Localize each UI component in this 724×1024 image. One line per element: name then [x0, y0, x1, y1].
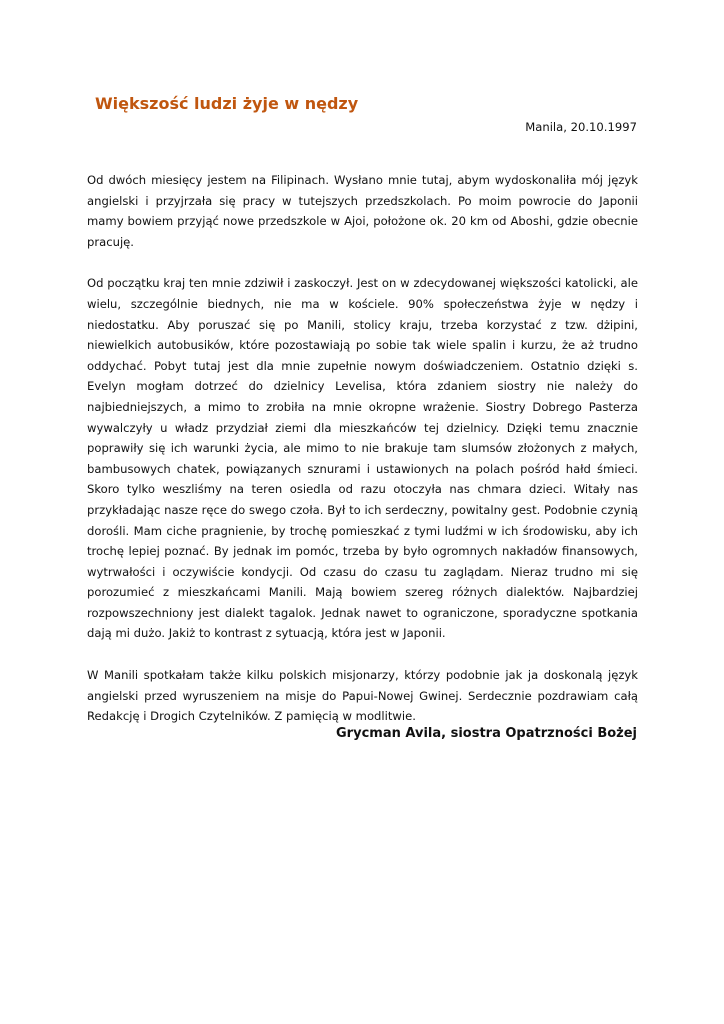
- paragraph-main: Od początku kraj ten mnie zdziwił i zaskoczył. Jest on w zdecydowanej większości katolicki, ale wielu, szczególnie biednych, nie ma w kościele. 90% społeczeństwa żyje w nędzy i niedostatku. Aby poruszać się po Manili, stolicy kraju, trzeba korzystać z tzw. dżipini, niewielkich autobusików, które pozostawiają po sobie tak wiele spalin i kurzu, że aż trudno oddychać. Pobyt tutaj jest dla mnie zupełnie nowym doświadczeniem. Ostatnio dzięki s. Evelyn mogłam dotrzeć do dzielnicy Levelisa, która zdaniem siostry nie należy do najbiedniejszych, a mimo to zrobiła na mnie okropne wrażenie. Siostry Dobrego Pasterza wywalczyły u władz przydział ziemi dla mieszkańców tej dzielnicy. Dzięki temu znacznie poprawiły się ich warunki życia, ale mimo to nie brakuje tam slumsów złożonych z małych, bambusowych chatek, powiązanych sznurami i ustawionych na polach pośród hałd śmieci. Skoro tylko weszliśmy na teren osiedla od razu otoczyła nas chmara dzieci. Witały nas przykładając nasze ręce do swego czoła. Był to ich serdeczny, powitalny gest. Podobnie czynią dorośli. Mam ciche pragnienie, by trochę pomieszkać z tymi ludźmi w ich środowisku, aby ich trochę lepiej poznać. By jednak im pomóc, trzeba by było ogromnych nakładów finansowych, wytrwałości i oczywiście kondycji. Od czasu do czasu tu zaglądam. Nieraz trudno mi się porozumieć z mieszkańcami Manili. Mają bowiem szereg różnych dialektów. Najbardziej rozpowszechniony jest dialekt tagalok. Jednak nawet to ograniczone, sporadyczne spotkania dają mi dużo. Jakiż to kontrast z sytuacją, która jest w Japonii.: [87, 276, 638, 641]
- dateline: Manila, 20.10.1997: [525, 120, 637, 134]
- page-title: Większość ludzi żyje w nędzy: [95, 94, 359, 113]
- paragraph-closing: W Manili spotkałam także kilku polskich misjonarzy, którzy podobnie jak ja doskonalą język angielski przed wyruszeniem na misje do Papui-Nowej Gwinej. Serdecznie pozdrawiam całą Redakcję i Drogich Czytelników. Z pamięcią w modlitwie.: [87, 668, 638, 724]
- signature: Grycman Avila, siostra Opatrzności Bożej: [336, 726, 637, 741]
- letter-body: [87, 170, 638, 747]
- paragraph-intro: Od dwóch miesięcy jestem na Filipinach. Wysłano mnie tutaj, abym wydoskonaliła mój język angielski i przyjrzała się pracy w tutejszych przedszkolach. Po moim powrocie do Japonii mamy bowiem przyjąć nowe przedszkole w Ajoi, położone ok. 20 km od Aboshi, gdzie obecnie pracuję.: [87, 173, 638, 249]
